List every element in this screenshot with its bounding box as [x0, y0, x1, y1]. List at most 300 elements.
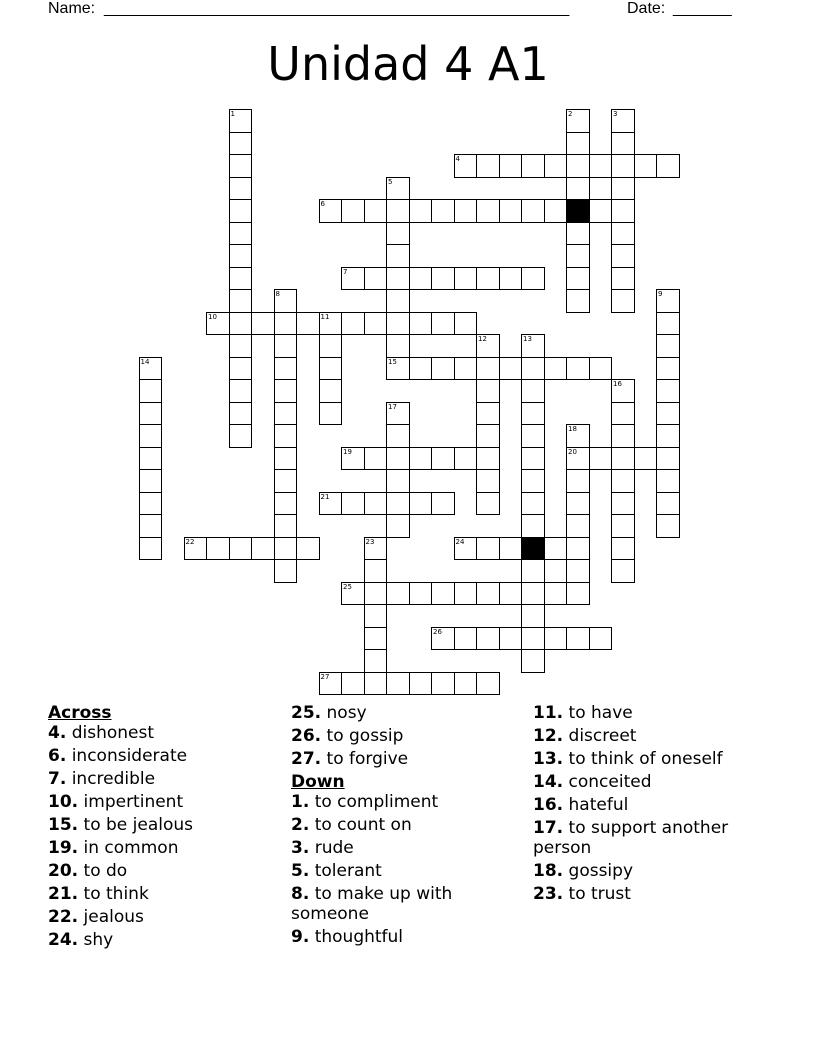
grid-cell[interactable] — [409, 267, 433, 291]
clue-number: 9. — [291, 927, 310, 947]
grid-cell[interactable] — [386, 334, 410, 358]
grid-cell[interactable] — [431, 357, 455, 381]
grid-cell[interactable] — [589, 357, 613, 381]
clue-number: 1 — [230, 110, 235, 118]
clue-number: 2. — [291, 815, 310, 835]
clue-number: 27 — [320, 672, 330, 681]
grid-cell[interactable] — [386, 582, 410, 606]
clue-number: 9 — [658, 290, 663, 298]
grid-cell[interactable] — [521, 469, 545, 493]
grid-cell[interactable] — [521, 154, 545, 178]
grid-cell[interactable] — [656, 289, 680, 313]
grid-cell[interactable] — [634, 154, 658, 178]
down-clue — [533, 861, 763, 881]
down-clue-list-continued — [533, 703, 763, 904]
grid-cell[interactable] — [611, 154, 635, 178]
grid-cell[interactable] — [566, 289, 590, 313]
grid-cell[interactable] — [566, 514, 590, 538]
across-clue — [291, 726, 521, 746]
grid-cell[interactable] — [544, 582, 568, 606]
grid-cell[interactable] — [611, 222, 635, 246]
clue-number: 15 — [388, 357, 397, 366]
clue-text: to count on — [314, 815, 412, 835]
grid-cell[interactable] — [364, 199, 388, 223]
grid-cell[interactable] — [431, 627, 455, 651]
grid-cell[interactable] — [589, 199, 613, 223]
grid-cell[interactable] — [521, 357, 545, 381]
grid-cell[interactable] — [566, 492, 590, 516]
clue-text: to trust — [568, 884, 631, 904]
grid-cell[interactable] — [251, 312, 275, 336]
grid-cell[interactable] — [386, 357, 410, 381]
grid-cell[interactable] — [229, 154, 253, 178]
clue-number: 11 — [320, 312, 330, 321]
across-clue-list — [48, 723, 278, 950]
grid-cell[interactable] — [566, 267, 590, 291]
grid-cell[interactable] — [274, 492, 298, 516]
clue-number: 23. — [533, 884, 564, 904]
grid-cell[interactable] — [319, 492, 343, 516]
grid-cell[interactable] — [611, 199, 635, 223]
grid-cell[interactable] — [566, 244, 590, 268]
grid-cell[interactable] — [454, 154, 478, 178]
grid-cell[interactable] — [656, 424, 680, 448]
grid-cell[interactable] — [229, 379, 253, 403]
clue-number: 18 — [568, 425, 577, 433]
grid-cell[interactable] — [611, 424, 635, 448]
grid-cell[interactable] — [499, 357, 523, 381]
clue-number: 12. — [533, 726, 564, 746]
grid-cell[interactable] — [364, 604, 388, 628]
grid-cell[interactable] — [476, 537, 500, 561]
grid-cell[interactable] — [521, 492, 545, 516]
grid-cell[interactable] — [274, 289, 298, 313]
grid-cell[interactable] — [544, 627, 568, 651]
grid-cell[interactable] — [274, 379, 298, 403]
clue-number: 22 — [185, 537, 195, 546]
grid-cell[interactable] — [431, 492, 455, 516]
grid-cell[interactable] — [499, 627, 523, 651]
page-title: Unidad 4 A1 — [267, 37, 549, 91]
date-label: Date: — [627, 0, 666, 17]
grid-cell[interactable] — [499, 267, 523, 291]
grid-cell[interactable] — [611, 559, 635, 583]
grid-cell[interactable] — [566, 559, 590, 583]
clue-text: thoughtful — [314, 927, 404, 947]
clue-text: to compliment — [314, 792, 439, 812]
down-clue — [291, 792, 521, 812]
grid-cell[interactable] — [476, 402, 500, 426]
grid-cell[interactable] — [476, 469, 500, 493]
grid-cell[interactable] — [499, 582, 523, 606]
grid-cell[interactable] — [319, 334, 343, 358]
grid-cell[interactable] — [409, 199, 433, 223]
grid-cell[interactable] — [566, 154, 590, 178]
grid-cell[interactable] — [274, 402, 298, 426]
across-clue — [48, 746, 278, 766]
grid-cell[interactable] — [139, 537, 163, 561]
grid-cell[interactable] — [319, 357, 343, 381]
grid-cell[interactable] — [319, 379, 343, 403]
grid-cell[interactable] — [409, 357, 433, 381]
grid-cell[interactable] — [139, 469, 163, 493]
down-heading: Down — [291, 772, 345, 792]
grid-cell[interactable] — [319, 199, 343, 223]
grid-cell[interactable] — [454, 582, 478, 606]
grid-cell[interactable] — [521, 199, 545, 223]
across-clue — [48, 884, 278, 904]
grid-cell[interactable] — [454, 537, 478, 561]
clue-number: 4 — [455, 155, 460, 163]
grid-cell[interactable] — [454, 672, 478, 696]
grid-cell[interactable] — [206, 312, 230, 336]
grid-cell[interactable] — [364, 537, 388, 561]
grid-cell[interactable] — [521, 559, 545, 583]
grid-cell[interactable] — [341, 267, 365, 291]
grid-cell[interactable] — [499, 154, 523, 178]
grid-cell[interactable] — [341, 672, 365, 696]
grid-cell[interactable] — [229, 267, 253, 291]
grid-cell[interactable] — [229, 132, 253, 156]
grid-cell[interactable] — [229, 177, 253, 201]
grid-cell[interactable] — [341, 199, 365, 223]
across-clue — [48, 723, 278, 743]
grid-cell[interactable] — [476, 582, 500, 606]
black-cell — [566, 199, 590, 223]
clue-number: 17. — [533, 818, 564, 838]
grid-cell[interactable] — [274, 559, 298, 583]
grid-cell[interactable] — [611, 289, 635, 313]
clue-number: 16 — [613, 380, 622, 388]
grid-cell[interactable] — [566, 222, 590, 246]
clue-number: 14. — [533, 772, 564, 792]
grid-cell[interactable] — [431, 672, 455, 696]
across-clue-list-continued — [291, 703, 521, 769]
grid-cell[interactable] — [341, 582, 365, 606]
grid-cell[interactable] — [544, 537, 568, 561]
down-clue-list — [291, 792, 521, 947]
grid-cell[interactable] — [274, 537, 298, 561]
grid-cell[interactable] — [566, 132, 590, 156]
clue-text: to support another person — [533, 818, 729, 858]
grid-cell[interactable] — [229, 402, 253, 426]
grid-cell[interactable] — [454, 357, 478, 381]
name-label: Name: — [48, 0, 96, 17]
across-clue — [48, 907, 278, 927]
grid-cell[interactable] — [409, 672, 433, 696]
across-clue — [48, 861, 278, 881]
grid-cell[interactable] — [454, 312, 478, 336]
grid-cell[interactable] — [274, 447, 298, 471]
clue-number: 13 — [523, 335, 532, 343]
grid-cell[interactable] — [566, 627, 590, 651]
grid-cell[interactable] — [431, 267, 455, 291]
clue-number: 10. — [48, 792, 79, 812]
grid-cell[interactable] — [521, 379, 545, 403]
grid-cell[interactable] — [656, 154, 680, 178]
clue-text: dishonest — [71, 723, 155, 743]
grid-cell[interactable] — [566, 537, 590, 561]
grid-cell[interactable] — [386, 447, 410, 471]
date-line[interactable]: _______ — [673, 0, 732, 17]
grid-cell[interactable] — [521, 424, 545, 448]
grid-cell[interactable] — [566, 447, 590, 471]
grid-cell[interactable] — [431, 199, 455, 223]
grid-cell[interactable] — [409, 492, 433, 516]
grid-cell[interactable] — [364, 492, 388, 516]
across-heading: Across — [48, 703, 112, 723]
down-clue — [291, 861, 521, 881]
grid-cell[interactable] — [229, 222, 253, 246]
grid-cell[interactable] — [656, 469, 680, 493]
black-cell — [521, 537, 545, 561]
grid-cell[interactable] — [544, 357, 568, 381]
grid-cell[interactable] — [386, 244, 410, 268]
grid-cell[interactable] — [229, 244, 253, 268]
grid-cell[interactable] — [656, 334, 680, 358]
clue-number: 21 — [320, 492, 330, 501]
grid-cell[interactable] — [184, 537, 208, 561]
grid-cell[interactable] — [364, 672, 388, 696]
grid-cell[interactable] — [319, 672, 343, 696]
grid-cell[interactable] — [611, 177, 635, 201]
grid-cell[interactable] — [656, 514, 680, 538]
grid-cell[interactable] — [386, 289, 410, 313]
clue-text: hateful — [568, 795, 629, 815]
grid-cell[interactable] — [611, 132, 635, 156]
grid-cell[interactable] — [521, 447, 545, 471]
grid-cell[interactable] — [139, 379, 163, 403]
grid-cell[interactable] — [566, 177, 590, 201]
grid-cell[interactable] — [386, 402, 410, 426]
grid-cell[interactable] — [656, 492, 680, 516]
clue-number: 19 — [343, 447, 352, 456]
grid-cell[interactable] — [229, 334, 253, 358]
grid-cell[interactable] — [656, 357, 680, 381]
grid-cell[interactable] — [364, 447, 388, 471]
grid-cell[interactable] — [296, 312, 320, 336]
grid-cell[interactable] — [476, 447, 500, 471]
grid-cell[interactable] — [566, 469, 590, 493]
grid-cell[interactable] — [229, 199, 253, 223]
grid-cell[interactable] — [229, 424, 253, 448]
grid-cell[interactable] — [386, 469, 410, 493]
grid-cell[interactable] — [521, 267, 545, 291]
grid-cell[interactable] — [139, 492, 163, 516]
grid-cell[interactable] — [139, 402, 163, 426]
clue-number: 23 — [365, 537, 375, 546]
grid-cell[interactable] — [544, 154, 568, 178]
grid-cell[interactable] — [409, 312, 433, 336]
grid-cell[interactable] — [589, 627, 613, 651]
clue-number: 13. — [533, 749, 564, 769]
across-clue — [48, 769, 278, 789]
clue-number: 24 — [455, 537, 465, 546]
grid-cell[interactable] — [341, 447, 365, 471]
clue-number: 7 — [343, 267, 348, 276]
down-clue — [533, 795, 763, 815]
grid-cell[interactable] — [229, 537, 253, 561]
clue-number: 3 — [613, 110, 618, 118]
grid-cell[interactable] — [611, 109, 635, 133]
clue-number: 14 — [140, 357, 150, 366]
grid-cell[interactable] — [521, 334, 545, 358]
clue-text: in common — [83, 838, 179, 858]
grid-cell[interactable] — [251, 537, 275, 561]
grid-cell[interactable] — [386, 177, 410, 201]
clue-text: conceited — [568, 772, 652, 792]
grid-cell[interactable] — [274, 469, 298, 493]
grid-cell[interactable] — [476, 154, 500, 178]
grid-cell[interactable] — [566, 582, 590, 606]
grid-cell[interactable] — [139, 357, 163, 381]
grid-cell[interactable] — [229, 312, 253, 336]
grid-cell[interactable] — [319, 402, 343, 426]
grid-cell[interactable] — [139, 424, 163, 448]
grid-cell[interactable] — [611, 469, 635, 493]
grid-cell[interactable] — [274, 514, 298, 538]
grid-cell[interactable] — [386, 424, 410, 448]
grid-cell[interactable] — [544, 199, 568, 223]
grid-cell[interactable] — [139, 447, 163, 471]
clue-text: tolerant — [314, 861, 382, 881]
grid-cell[interactable] — [656, 312, 680, 336]
grid-cell[interactable] — [566, 357, 590, 381]
grid-cell[interactable] — [476, 357, 500, 381]
grid-cell[interactable] — [611, 379, 635, 403]
grid-cell[interactable] — [364, 559, 388, 583]
clues-column-3 — [533, 703, 763, 907]
grid-cell[interactable] — [499, 199, 523, 223]
grid-cell[interactable] — [476, 379, 500, 403]
grid-cell[interactable] — [386, 672, 410, 696]
clue-number: 5. — [291, 861, 310, 881]
grid-cell[interactable] — [566, 424, 590, 448]
grid-cell[interactable] — [454, 627, 478, 651]
grid-cell[interactable] — [611, 537, 635, 561]
grid-cell[interactable] — [656, 379, 680, 403]
grid-cell[interactable] — [476, 627, 500, 651]
clue-text: incredible — [71, 769, 156, 789]
grid-cell[interactable] — [206, 537, 230, 561]
grid-cell[interactable] — [454, 267, 478, 291]
grid-cell[interactable] — [139, 514, 163, 538]
grid-cell[interactable] — [386, 312, 410, 336]
grid-cell[interactable] — [611, 402, 635, 426]
grid-cell[interactable] — [476, 492, 500, 516]
grid-cell[interactable] — [454, 447, 478, 471]
across-clue — [48, 838, 278, 858]
grid-cell[interactable] — [319, 312, 343, 336]
clue-number: 22. — [48, 907, 79, 927]
clues-column-2 — [291, 703, 521, 950]
clue-number: 15. — [48, 815, 79, 835]
grid-cell[interactable] — [589, 447, 613, 471]
clue-number: 25 — [343, 582, 352, 591]
grid-cell[interactable] — [431, 582, 455, 606]
down-clue — [533, 818, 763, 858]
across-clue — [48, 930, 278, 950]
grid-cell[interactable] — [386, 222, 410, 246]
grid-cell[interactable] — [454, 199, 478, 223]
grid-cell[interactable] — [611, 447, 635, 471]
grid-cell[interactable] — [386, 492, 410, 516]
clue-text: to think — [83, 884, 149, 904]
grid-cell[interactable] — [589, 154, 613, 178]
grid-cell[interactable] — [521, 627, 545, 651]
grid-cell[interactable] — [476, 424, 500, 448]
grid-cell[interactable] — [431, 312, 455, 336]
clue-number: 26. — [291, 726, 322, 746]
grid-cell[interactable] — [611, 267, 635, 291]
grid-cell[interactable] — [274, 334, 298, 358]
grid-cell[interactable] — [364, 312, 388, 336]
clue-text: impertinent — [83, 792, 184, 812]
grid-cell[interactable] — [409, 582, 433, 606]
down-clue — [533, 703, 763, 723]
grid-cell[interactable] — [611, 244, 635, 268]
grid-cell[interactable] — [229, 109, 253, 133]
grid-cell[interactable] — [476, 267, 500, 291]
grid-cell[interactable] — [566, 109, 590, 133]
grid-cell[interactable] — [364, 267, 388, 291]
clue-number: 19. — [48, 838, 79, 858]
grid-cell[interactable] — [611, 514, 635, 538]
grid-cell[interactable] — [229, 289, 253, 313]
grid-cell[interactable] — [521, 604, 545, 628]
grid-cell[interactable] — [409, 447, 433, 471]
grid-cell[interactable] — [476, 672, 500, 696]
grid-cell[interactable] — [386, 514, 410, 538]
grid-cell[interactable] — [364, 649, 388, 673]
grid-cell[interactable] — [476, 334, 500, 358]
grid-cell[interactable] — [341, 312, 365, 336]
grid-cell[interactable] — [611, 492, 635, 516]
grid-cell[interactable] — [499, 537, 523, 561]
grid-cell[interactable] — [274, 424, 298, 448]
grid-cell[interactable] — [386, 199, 410, 223]
grid-cell[interactable] — [229, 357, 253, 381]
down-clue — [291, 927, 521, 947]
grid-cell[interactable] — [521, 514, 545, 538]
clue-number: 4. — [48, 723, 67, 743]
grid-cell[interactable] — [274, 312, 298, 336]
grid-cell[interactable] — [364, 582, 388, 606]
grid-cell[interactable] — [656, 447, 680, 471]
grid-cell[interactable] — [431, 447, 455, 471]
clue-number: 21. — [48, 884, 79, 904]
grid-cell[interactable] — [341, 492, 365, 516]
grid-cell[interactable] — [521, 402, 545, 426]
clue-text: inconsiderate — [71, 746, 188, 766]
grid-cell[interactable] — [296, 537, 320, 561]
clue-text: discreet — [568, 726, 637, 746]
grid-cell[interactable] — [656, 402, 680, 426]
grid-cell[interactable] — [521, 582, 545, 606]
clues-column-1 — [48, 703, 278, 953]
grid-cell[interactable] — [274, 357, 298, 381]
grid-cell[interactable] — [634, 447, 658, 471]
grid-cell[interactable] — [386, 267, 410, 291]
clue-number: 7. — [48, 769, 67, 789]
grid-cell[interactable] — [476, 199, 500, 223]
clue-text: shy — [83, 930, 114, 950]
down-clue — [533, 772, 763, 792]
grid-cell[interactable] — [364, 627, 388, 651]
down-clue — [533, 749, 763, 769]
grid-cell[interactable] — [521, 649, 545, 673]
name-line[interactable]: ________________________________________________________ — [104, 0, 569, 17]
